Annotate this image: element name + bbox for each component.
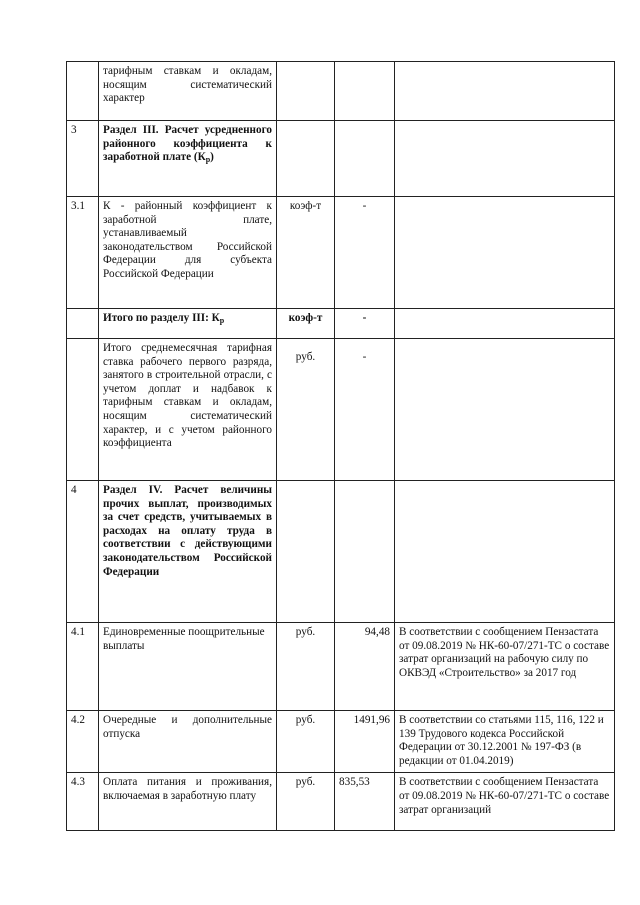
row-unit: коэф-т xyxy=(277,309,335,339)
row-name: К - районный коэффициент к заработной плате, устанавливаемый законодательством Российской Федерации для субъекта Российской Федерации xyxy=(99,197,277,309)
total-label xyxy=(99,309,277,339)
row-value: - xyxy=(335,309,395,339)
total-label-text: Итого по разделу III: К xyxy=(103,312,220,324)
row-note: В соответствии со статьями 115, 116, 122 и 139 Трудового кодекса Российской Федерации от 30.12.2001 № 197-ФЗ (в редакции от 01.04.2019) xyxy=(395,711,615,773)
row-note xyxy=(395,121,615,197)
row-number xyxy=(67,309,99,339)
table-row xyxy=(67,339,615,481)
row-number xyxy=(67,62,99,121)
row-name: Очередные и дополнительные отпуска xyxy=(99,711,277,773)
table-row xyxy=(67,623,615,711)
calculation-table xyxy=(66,61,615,831)
row-unit: руб. xyxy=(277,711,335,773)
row-value: - xyxy=(335,197,395,309)
row-unit: руб. xyxy=(277,623,335,711)
table-row xyxy=(67,197,615,309)
row-value: 1491,96 xyxy=(335,711,395,773)
row-value xyxy=(335,481,395,623)
row-value xyxy=(335,121,395,197)
row-number: 4.3 xyxy=(67,773,99,831)
section-title: Раздел IV. Расчет величины прочих выплат, производимых за счет средств, учитываемых в расходах на оплату труда в соответствии с действующими законодательством Российской Федерации xyxy=(99,481,277,623)
row-unit xyxy=(277,481,335,623)
row-note xyxy=(395,309,615,339)
row-number: 3.1 xyxy=(67,197,99,309)
row-unit: коэф-т xyxy=(277,197,335,309)
row-note: В соответствии с сообщением Пензастата от 09.08.2019 № НК-60-07/271-ТС о составе затрат организаций на рабочую силу по ОКВЭД «Строительство» за 2017 год xyxy=(395,623,615,711)
section-title xyxy=(99,121,277,197)
row-number: 4.2 xyxy=(67,711,99,773)
table-row xyxy=(67,62,615,121)
row-unit: руб. xyxy=(277,773,335,831)
row-note xyxy=(395,481,615,623)
row-value: 835,53 xyxy=(335,773,395,831)
row-name: Единовременные поощрительные выплаты xyxy=(99,623,277,711)
section-title-text: Раздел III. Расчет усредненного районного коэффициента к заработной плате (К xyxy=(103,124,272,164)
table-row xyxy=(67,121,615,197)
row-value: - xyxy=(335,339,395,481)
row-note: В соответствии с сообщением Пензастата от 09.08.2019 № НК-60-07/271-ТС о составе затрат организаций xyxy=(395,773,615,831)
row-number: 4.1 xyxy=(67,623,99,711)
row-note xyxy=(395,339,615,481)
row-number: 4 xyxy=(67,481,99,623)
row-unit xyxy=(277,62,335,121)
row-name: Оплата питания и проживания, включаемая в заработную плату xyxy=(99,773,277,831)
row-note xyxy=(395,197,615,309)
subscript: р xyxy=(219,316,225,325)
row-name: Итого среднемесячная тарифная ставка рабочего первого разряда, занятого в строительной отрасли, с учетом доплат и надбавок к тарифным ставкам и окладам, носящим систематический характер, и с учетом районного коэффициента xyxy=(99,339,277,481)
row-unit xyxy=(277,121,335,197)
row-note xyxy=(395,62,615,121)
row-value xyxy=(335,62,395,121)
subscript: р xyxy=(205,155,211,165)
table-row xyxy=(67,481,615,623)
section-title-tail: ) xyxy=(210,151,214,164)
row-number: 3 xyxy=(67,121,99,197)
table-row xyxy=(67,773,615,831)
row-name: тарифным ставкам и окладам, носящим систематический характер xyxy=(99,62,277,121)
row-unit: руб. xyxy=(277,339,335,481)
table-row xyxy=(67,309,615,339)
table-row xyxy=(67,711,615,773)
row-number xyxy=(67,339,99,481)
row-value: 94,48 xyxy=(335,623,395,711)
